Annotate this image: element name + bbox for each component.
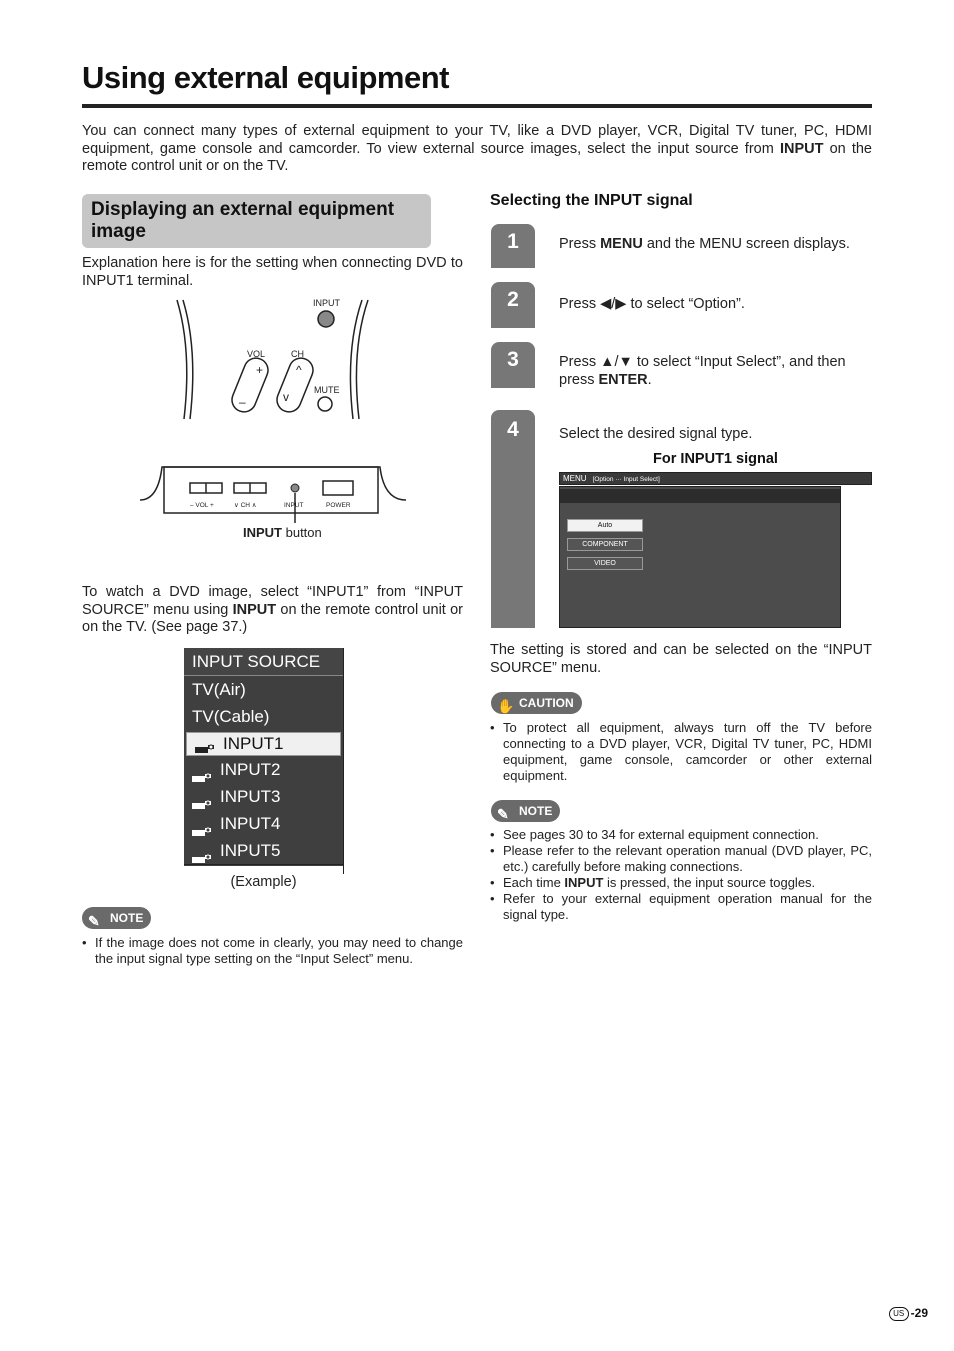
input-plug-icon <box>195 739 215 751</box>
input-plug-icon <box>192 819 212 831</box>
osd-panel <box>559 486 841 628</box>
pencil-icon: ✎ <box>497 806 509 822</box>
note-item: • Please refer to the relevant operation manual (DVD player, PC, etc.) carefully before making connections. <box>490 843 872 875</box>
panel-vol-label: – VOL + <box>190 502 214 509</box>
menu-item-tv-cable[interactable]: TV(Cable) <box>192 707 270 726</box>
page-number: US -29 <box>889 1306 928 1321</box>
input-plug-icon <box>192 792 212 804</box>
step-number-1: 1 <box>491 224 535 268</box>
diagram-vol-label: VOL <box>247 349 266 359</box>
note-item: • If the image does not come in clearly, you may need to change the input signal type setting on the “Input Select” menu. <box>82 935 463 967</box>
osd-screen <box>559 472 872 628</box>
diagram-input-label: INPUT <box>313 298 340 308</box>
input-plug-icon <box>192 765 212 777</box>
panel-ch-label: ∨ CH ∧ <box>234 502 257 509</box>
menu-item-input2[interactable]: INPUT2 <box>184 756 343 783</box>
step-text-3: Press ▲/▼ to select “Input Select”, and then press ENTER. <box>559 354 846 388</box>
panel-input-key-icon <box>291 484 299 492</box>
step-number-3: 3 <box>491 342 535 388</box>
note-item: • Refer to your external equipment operation manual for the signal type. <box>490 891 872 923</box>
note-item: • See pages 30 to 34 for external equipment connection. <box>490 827 872 843</box>
intro-paragraph: You can connect many types of external equipment to your TV, like a DVD player, VCR, Digital TV tuner, PC, HDMI equipment, game console and camcorder. To view external source images, select the input source from INPUT on the remote control unit or on the TV. <box>82 123 873 174</box>
step-text-4: Select the desired signal type. <box>559 426 753 442</box>
menu-shadow-right <box>343 648 344 874</box>
input-plug-icon <box>192 846 212 858</box>
note-list-right <box>490 827 872 923</box>
section-heading: Displaying an external equipment image <box>82 194 431 248</box>
selecting-heading: Selecting the INPUT signal <box>490 192 693 209</box>
menu-item-input4[interactable]: INPUT4 <box>184 810 343 837</box>
caution-item: • To protect all equipment, always turn off the TV before connecting to a DVD player, VCR, Digital TV tuner, PC, HDMI equipment, game console, camcorder or other external equipment. <box>490 720 872 784</box>
menu-item-input3[interactable]: INPUT3 <box>184 783 343 810</box>
step-text-1: Press MENU and the MENU screen displays. <box>559 236 850 252</box>
mute-key-icon <box>318 397 332 411</box>
input-source-menu <box>184 648 343 866</box>
watch-paragraph: To watch a DVD image, select “INPUT1” from “INPUT SOURCE” menu using INPUT on the remote control unit or on the TV. (See page 37.) <box>82 584 463 635</box>
explanation-text: Explanation here is for the setting when connecting DVD to INPUT1 terminal. <box>82 255 463 289</box>
signal-heading: For INPUT1 signal <box>653 451 778 467</box>
region-badge: US <box>889 1307 909 1321</box>
svg-text:+: + <box>256 363 264 377</box>
osd-option-auto[interactable]: Auto <box>567 519 643 532</box>
svg-text:^: ^ <box>296 363 302 377</box>
panel-input-label: INPUT <box>284 502 304 509</box>
svg-text:–: – <box>239 395 246 409</box>
remote-diagram <box>140 295 420 545</box>
pencil-icon: ✎ <box>88 913 100 929</box>
hand-icon: ✋ <box>497 698 515 714</box>
diagram-caption: INPUT button <box>243 525 322 540</box>
caution-badge: ✋ CAUTION <box>491 692 582 714</box>
svg-text:v: v <box>283 390 289 404</box>
menu-item-input5[interactable]: INPUT5 <box>184 837 343 864</box>
menu-item-input1[interactable]: INPUT1 <box>186 732 341 756</box>
osd-menu-bar: MENU [Option ··· Input Select] <box>559 472 872 485</box>
caution-list <box>490 720 872 784</box>
menu-header: INPUT SOURCE <box>184 648 343 676</box>
osd-title-strip <box>560 489 840 503</box>
diagram-ch-label: CH <box>291 349 304 359</box>
diagram-mute-label: MUTE <box>314 385 340 395</box>
note-badge-left: ✎ NOTE <box>82 907 151 929</box>
input-key-icon <box>318 311 334 327</box>
menu-item-tv-air[interactable]: TV(Air) <box>192 680 246 699</box>
step-number-4: 4 <box>491 410 535 628</box>
osd-option-component[interactable]: COMPONENT <box>567 538 643 551</box>
stored-paragraph: The setting is stored and can be selected on the “INPUT SOURCE” menu. <box>490 642 872 676</box>
note-list-left <box>82 935 463 967</box>
menu-caption: (Example) <box>230 874 297 890</box>
step-number-2: 2 <box>491 282 535 328</box>
page-title: Using external equipment <box>82 60 449 95</box>
menu-shadow-bottom <box>184 864 343 865</box>
title-rule <box>82 104 872 108</box>
osd-option-video[interactable]: VIDEO <box>567 557 643 570</box>
note-badge-right: ✎ NOTE <box>491 800 560 822</box>
step-text-2: Press ◀/▶ to select “Option”. <box>559 296 745 312</box>
panel-power-label: POWER <box>326 502 351 509</box>
note-item: • Each time INPUT is pressed, the input source toggles. <box>490 875 872 891</box>
